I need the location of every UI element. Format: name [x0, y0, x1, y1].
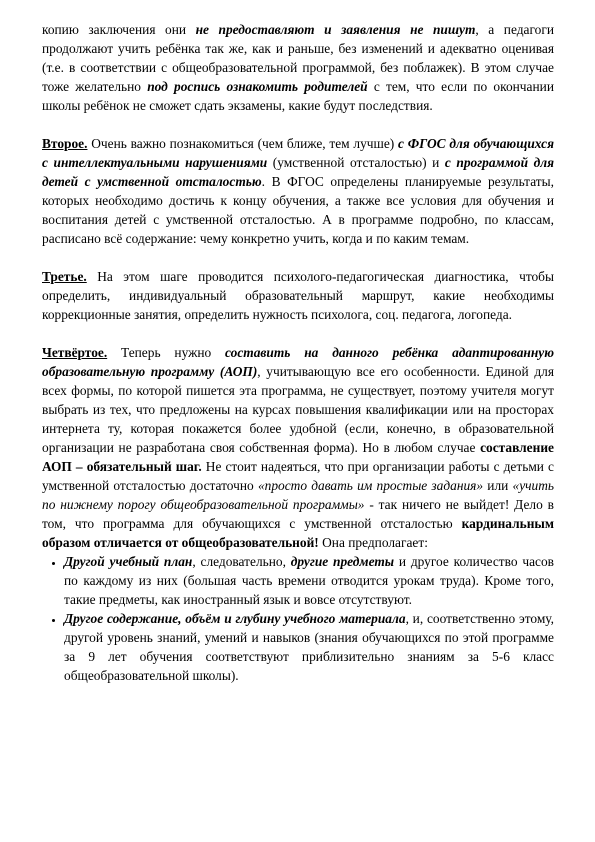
emphasis: Другое содержание, объём и глубину учебного материала [64, 611, 406, 626]
text: Теперь нужно [107, 345, 226, 360]
emphasis: составить на данного ребёнка адаптированную образовательную программу (АОП) [42, 345, 554, 379]
text: и другое количество часов по каждому из них (большая часть времени отводится урокам труда). Кроме того, такие предметы, как иностранный язык и вовсе отсутствуют. [64, 554, 555, 607]
text: , учитывающую все его особенности. Единой для всех формы, по которой пишется эта программа, не существует, поэтому учителя могут выбрать из тех, что предложены на курсах повышения квалификации или на просторах интернета ту, которая покажется более удобной (если, конечно, в образовательной организации не разработана своя собственная форма). Но в любом случае [42, 364, 554, 455]
paragraph-consent [42, 20, 554, 115]
emphasis: с программой для детей с умственной отсталостью [42, 155, 554, 189]
emphasis: с ФГОС для обучающихся с интеллектуальными нарушениями [42, 136, 554, 170]
paragraph-third [42, 267, 554, 324]
bullet-list [42, 552, 554, 685]
list-item [64, 552, 554, 609]
text: Очень важно познакомиться (чем ближе, тем лучше) [87, 136, 399, 151]
text: На этом шаге проводится психолого-педагогическая диагностика, чтобы определить, индивидуальный образовательный маршрут, какие необходимы коррекционные занятия, определить нужность психолога, соц. педагога, логопеда. [42, 269, 554, 322]
emphasis: кардинальным образом отличается от общеобразовательной! [42, 516, 554, 550]
section-heading: Четвёртое. [42, 345, 108, 360]
text: , и, соответственно этому, другой уровень знаний, умений и навыков (знания обучающихся по этой программе за 9 лет обучения соответствуют приблизительно знаниям за 5-6 класс общеобразовательной школы). [64, 611, 554, 683]
section-heading: Второе. [42, 136, 88, 151]
text: или [483, 478, 513, 493]
text: , а педагоги продолжают учить ребёнка так же, как и раньше, без изменений и адекватно оценивая (т.е. в соответствии с общеобразовательной программой, без поблажек). В этом случае тоже желательно [42, 22, 554, 94]
emphasis: Другой учебный план [64, 554, 193, 569]
emphasis: другие предметы [290, 554, 395, 569]
text: (умственной отсталостью) и [267, 155, 445, 170]
quote: «просто давать им простые задания» [257, 478, 484, 493]
quote: «учить по нижнему порогу общеобразовательной программы» [42, 478, 555, 512]
text: копию заключения они [42, 22, 196, 37]
text: , следовательно, [192, 554, 291, 569]
paragraph-fourth [42, 343, 554, 552]
list-item [64, 609, 554, 685]
emphasis: составление АОП – обязательный шаг. [42, 440, 554, 474]
document-page [42, 20, 554, 685]
section-heading: Третье. [42, 269, 87, 284]
text: с тем, что если по окончании школы ребёнок не сможет сдать экзамены, какие будут последствия. [42, 79, 554, 113]
text: Она предполагает: [318, 535, 428, 550]
text: - так ничего не выйдет! Дело в том, что программа для обучающихся с умственной отсталостью [42, 497, 554, 531]
text: . В ФГОС определены планируемые результаты, которых необходимо достичь к концу обучения, а также все условия для обучения и воспитания детей с умственной отсталостью. А в программе подробно, по классам, расписано всё содержание: чему конкретно учить, когда и по каким темам. [42, 174, 554, 246]
text: Не стоит надеяться, что при организации работы с детьми с умственной отсталостью достаточно [42, 459, 554, 493]
paragraph-second [42, 134, 554, 248]
emphasis: под роспись ознакомить родителей [147, 79, 368, 94]
emphasis: не предоставляют и заявления не пишут [195, 22, 476, 37]
